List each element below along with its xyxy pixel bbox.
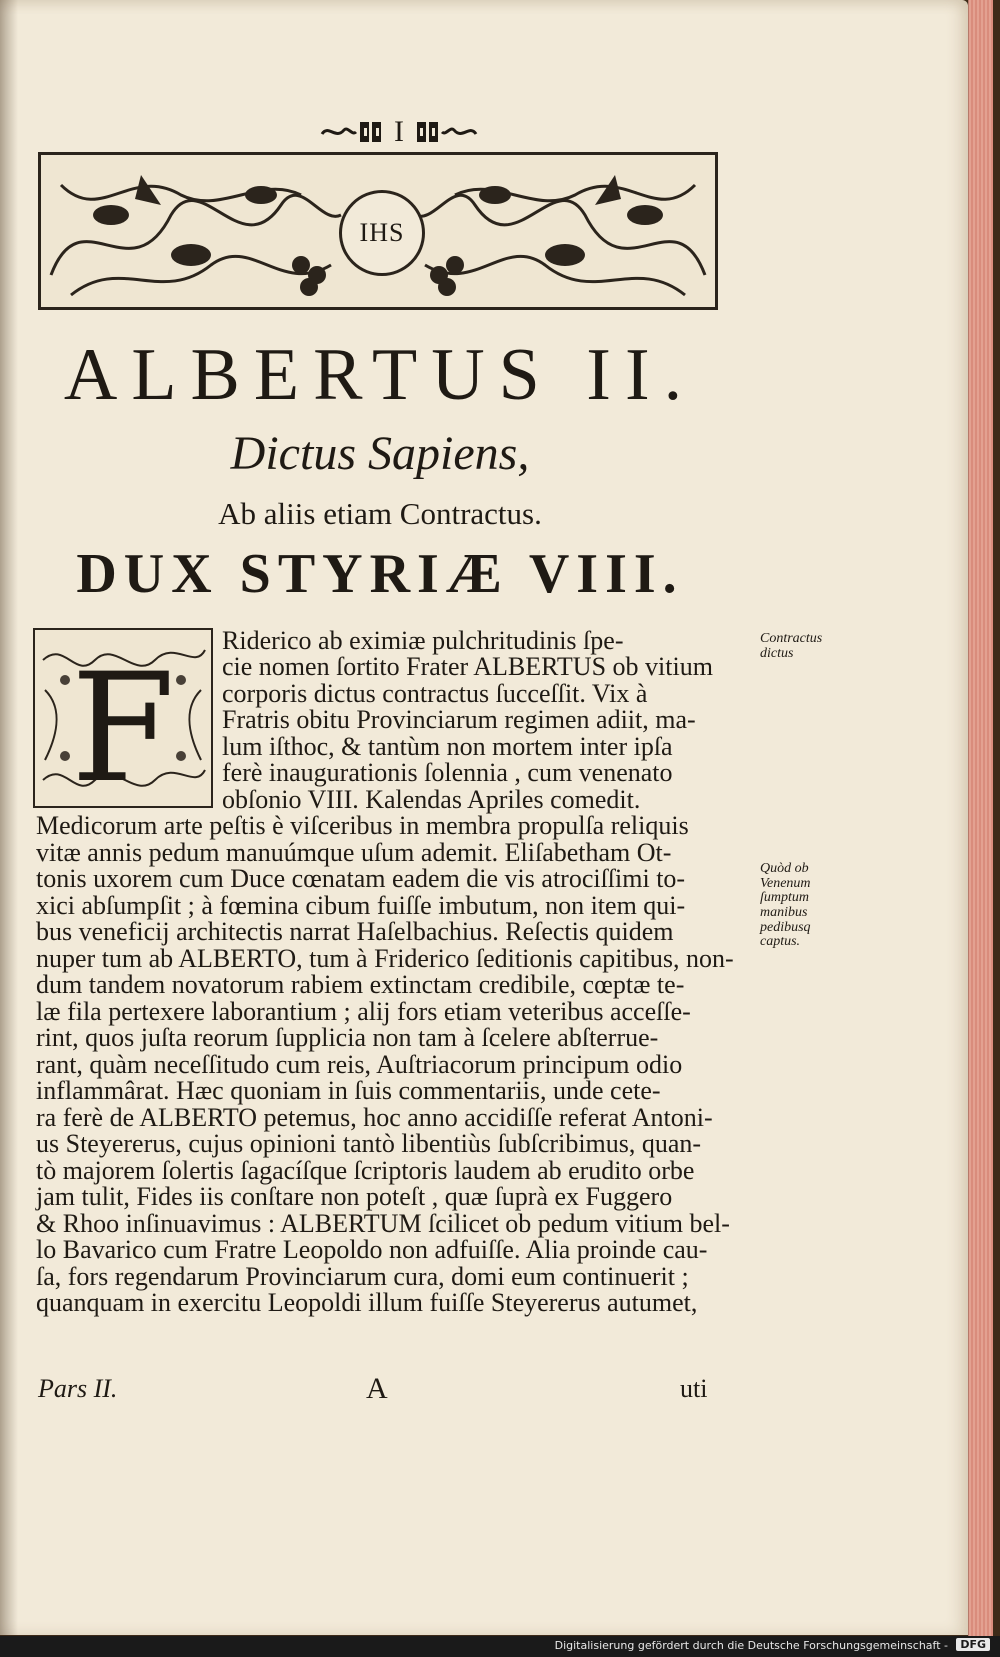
body-line: dum tandem novatorum rabiem extinctam credibile, cœptæ te- (36, 970, 685, 999)
chapter-heading-dux: DUX STYRIÆ VIII. (76, 543, 684, 605)
page-edge (968, 0, 993, 1640)
page-number: I (394, 115, 404, 148)
margin-note-line: dictus (760, 645, 794, 661)
flourish-right-icon (410, 118, 478, 146)
margin-note-line: manibus (760, 905, 808, 921)
margin-note-venenum (760, 862, 811, 950)
body-line: lum iſthoc, & tantùm non mortem inter ipſa (222, 732, 673, 761)
body-line: xici abſumpſit ; à fœmina cibum fuiſſe imbutum, non item qui- (36, 891, 686, 920)
body-line: corporis dictus contractus ſucceſſit. Vix à (222, 679, 648, 708)
drop-cap-letter: F (70, 642, 176, 806)
body-line: tò majorem ſolertis ſagacíſque ſcriptoris laudem ab erudito orbe (36, 1156, 695, 1185)
margin-note-line: Contractus (760, 631, 823, 646)
body-line: quanquam in exercitu Leopoldi illum fuiſſe Steyererus autumet, (36, 1288, 698, 1317)
signature-mark: A (366, 1372, 388, 1405)
body-line: tonis uxorem cum Duce cœnatam eadem die vis atrociſſimi to- (36, 864, 686, 893)
body-line: cie nomen ſortito Frater ALBERTUS ob vitium (222, 652, 713, 681)
body-line: rint, quos juſta reorum ſupplicia non tam à ſcelere abſterrue- (36, 1023, 659, 1052)
margin-note-line: captus. (760, 934, 801, 950)
body-line: lo Bavarico cum Fratre Leopoldo non adfuiſſe. Alia proinde cau- (36, 1235, 708, 1264)
body-line: læ fila pertexere laborantium ; alij fors etiam veteribus acceſſe- (36, 997, 691, 1026)
body-line: ſa, fors regendarum Provinciarum cura, domi eum continuerit ; (36, 1262, 689, 1291)
margin-note-line: ſumptum (760, 890, 809, 906)
page-number-row (296, 112, 502, 152)
body-line: obſonio VIII. Kalendas Apriles comedit. (222, 785, 641, 814)
body-line: vitæ annis pedum manuúmque uſum ademit. Eliſabetham Ot- (36, 838, 672, 867)
body-line: ferè inaugurationis ſolennia , cum venenato (222, 758, 673, 787)
body-line: Riderico ab eximiæ pulchritudinis ſpe- (222, 626, 624, 655)
body-line: rant, quàm neceſſitudo cum reis, Auſtriacorum principum odio (36, 1050, 683, 1079)
flourish-left-icon (320, 118, 388, 146)
body-line: Fratris obitu Provinciarum regimen adiit, ma- (222, 705, 696, 734)
chapter-subtitle: Dictus Sapiens, (230, 427, 530, 480)
ornamental-headpiece (38, 152, 718, 310)
body-line: nuper tum ab ALBERTO, tum à Friderico ſeditionis capitibus, non- (36, 944, 734, 973)
body-line: & Rhoo inſinuavimus : ALBERTUM ſcilicet ob pedum vitium bel- (36, 1209, 730, 1238)
body-line: bus veneficij architectis narrat Haſelbachius. Reſectis quidem (36, 917, 674, 946)
ihs-monogram: IHS (339, 190, 425, 276)
drop-cap (33, 628, 213, 808)
spine-shadow (0, 0, 18, 1635)
body-line: jam tulit, Fides iis conſtare non poteſt , quæ ſuprà ex Fuggero (36, 1182, 673, 1211)
digitization-banner-text: Digitalisierung gefördert durch die Deutsche Forschungsgemeinschaft - (554, 1639, 948, 1652)
margin-note-contractus (760, 632, 822, 661)
margin-note-line: Quòd ob (760, 861, 809, 876)
body-line: inflammârat. Hæc quoniam in ſuis commentariis, unde cete- (36, 1076, 661, 1105)
chapter-subtitle-secondary: Ab aliis etiam Contractus. (218, 496, 542, 531)
catchword: uti (680, 1374, 708, 1403)
body-line: us Steyererus, cujus opinioni tantò libentiùs ſubſcribimus, quan- (36, 1129, 702, 1158)
dfg-logo: DFG (956, 1638, 990, 1651)
chapter-title: ALBERTUS II. (63, 334, 697, 416)
margin-note-line: pedibusq (760, 919, 811, 935)
signature-part: Pars II. (38, 1374, 118, 1403)
body-line: ra ferè de ALBERTO petemus, hoc anno accidiſſe referat Antoni- (36, 1103, 713, 1132)
margin-note-line: Venenum (760, 875, 811, 891)
body-line: Medicorum arte peſtis è viſceribus in membra propulſa reliquis (36, 811, 689, 840)
decorated-initial-icon (35, 630, 211, 806)
